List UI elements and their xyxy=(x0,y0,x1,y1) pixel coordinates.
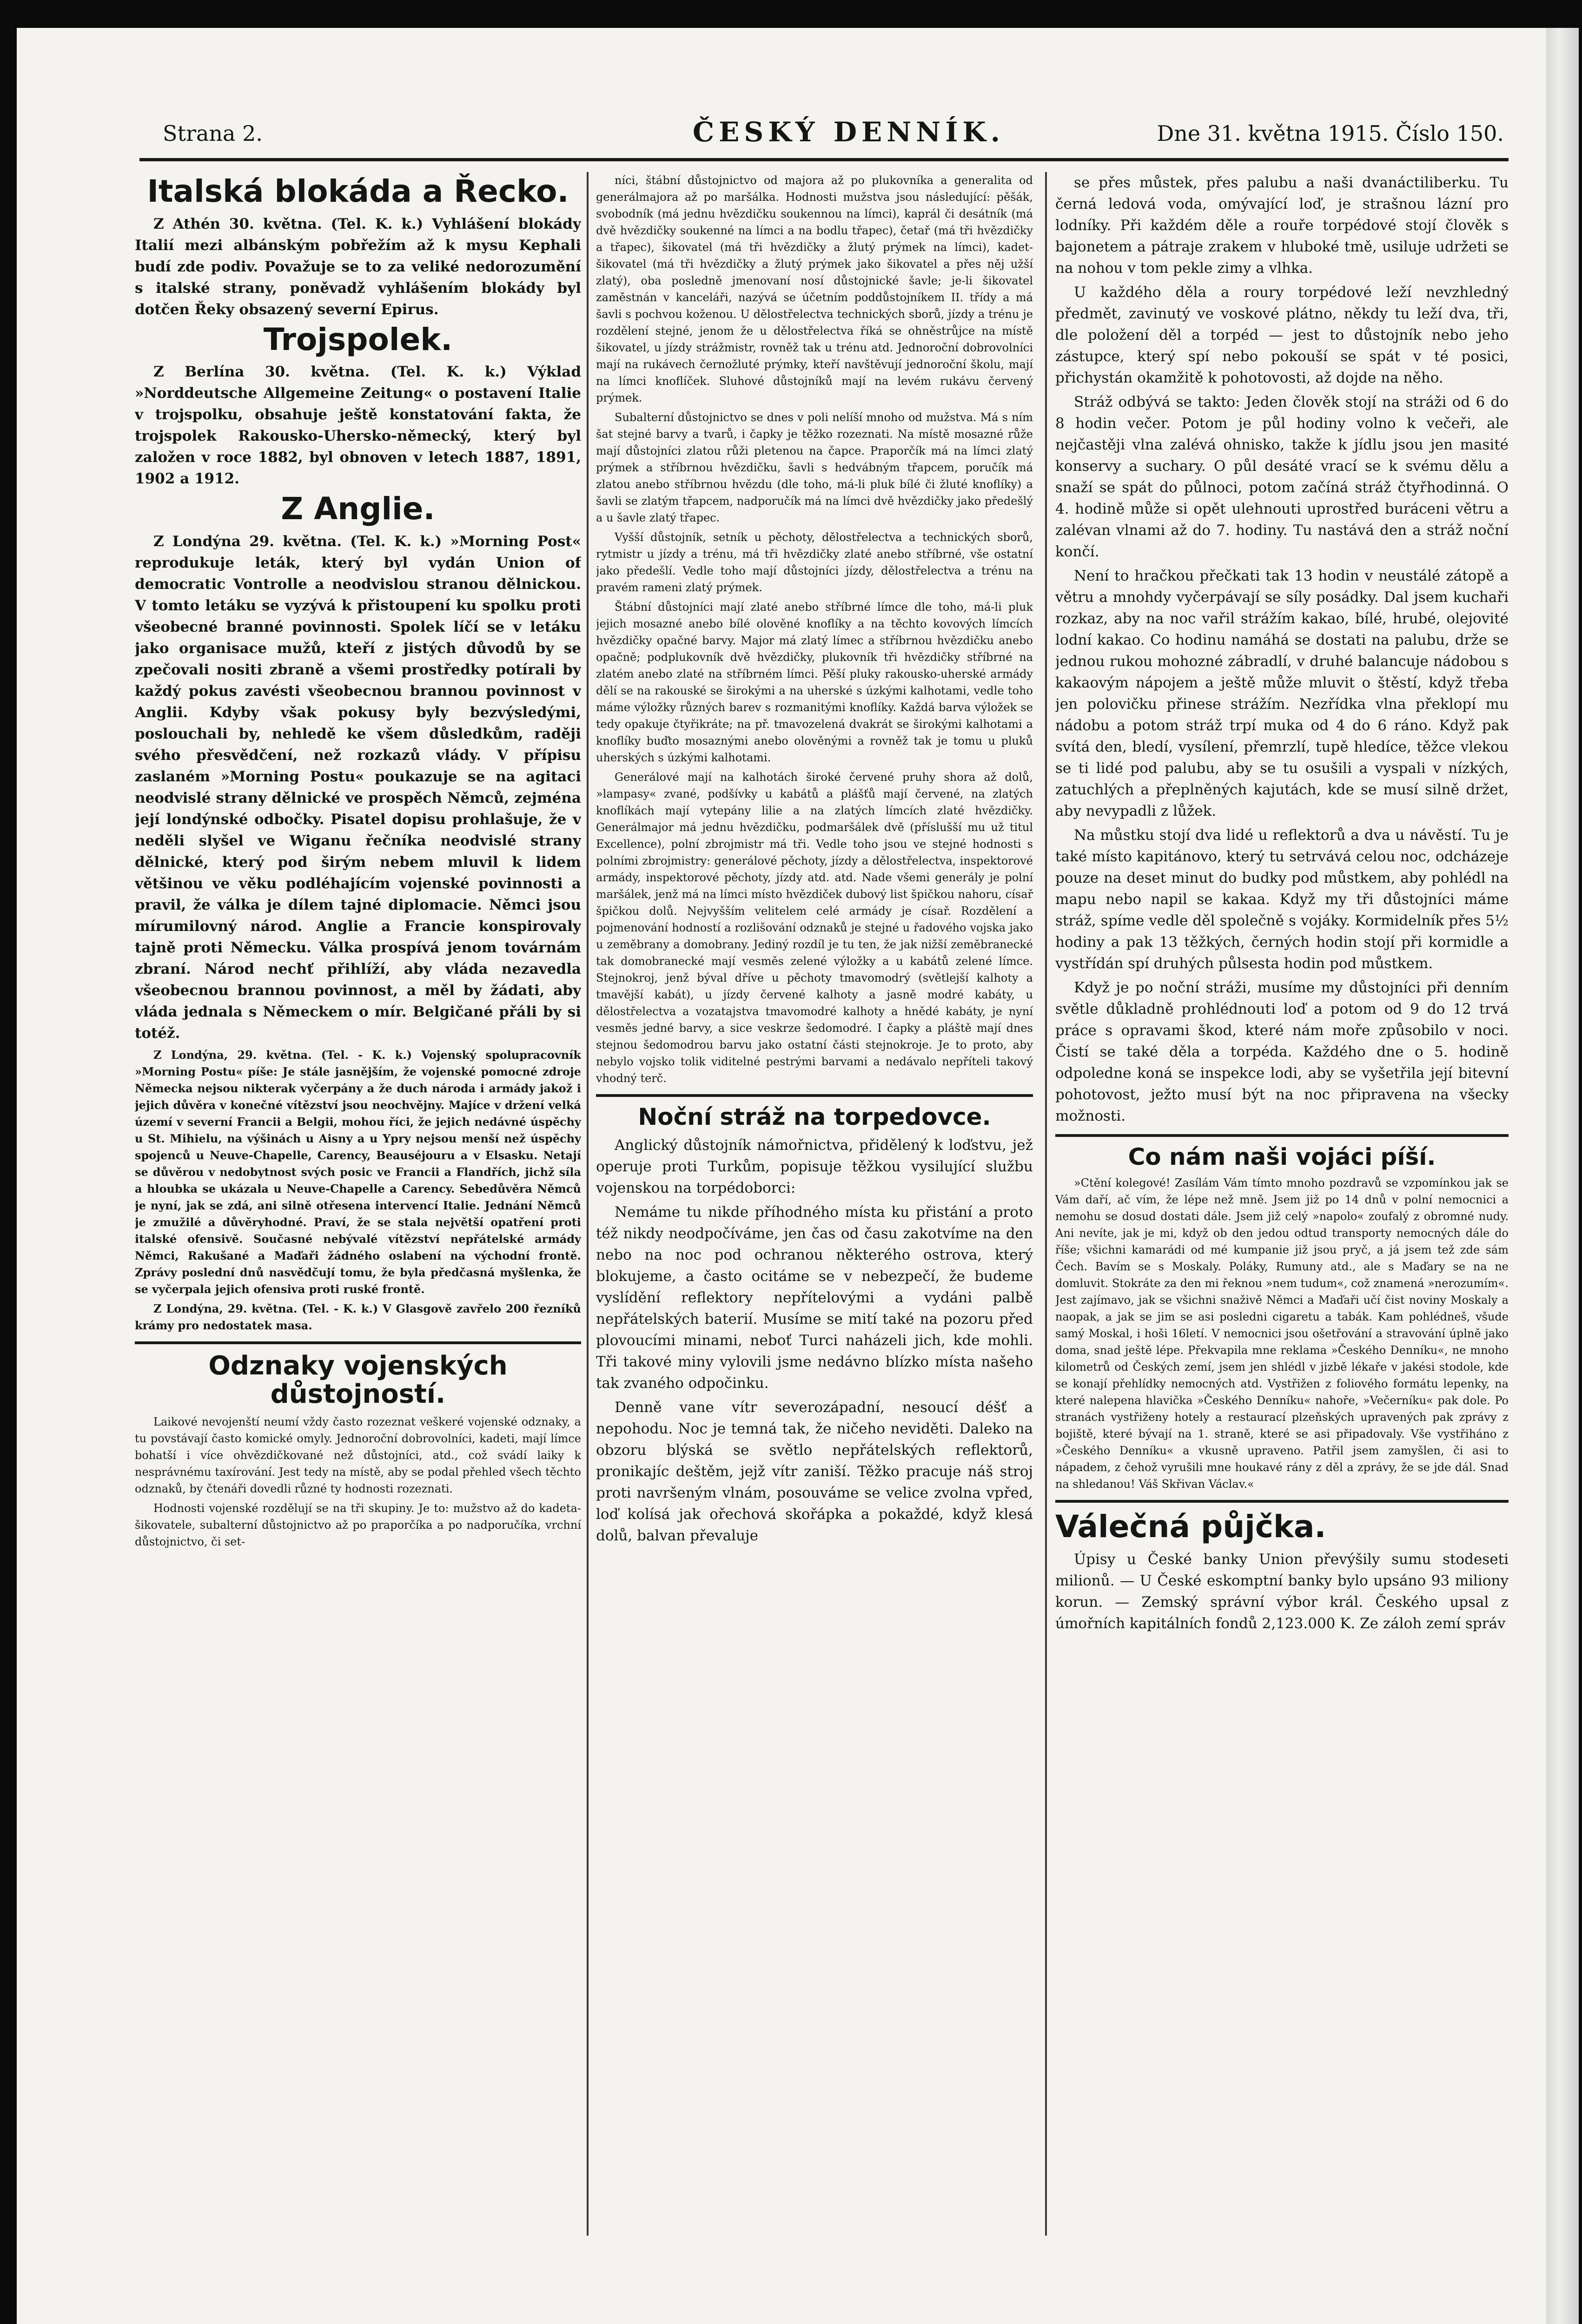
article-paragraph: Denně vane vítr severozápadní, nesoucí déšť a nepohodu. Noc je temná tak, že ničeho neviděti. Daleko na obzoru blýská se světlo nepřátelských reflektorů, pronikajíc deštěm, jejž vítr zaniší. Těžko pracuje náš stroj proti navršeným vlnám, posouváme se velice zvolna vpřed, loď kolísá jak ořechová skořápka a pokaždé, když klesá dolů, balvan převaluje xyxy=(596,1399,1033,1544)
article-paragraph: Na můstku stojí dva lidé u reflektorů a dva u návěstí. Tu je také místo kapitánovo, který tu setrvává celou noc, odcházeje pouze na deset minut do budky pod můstkem, aby pohlédl na mapu nebo napil se kakaa. Když my tři důstojníci máme stráž, spíme vedle děl společně s vojáky. Kormidelník přes 5½ hodiny a pak 13 těžkých, černých hodin stojí při kormidle a vystřídán spí druhých půlsesta hodin pod můstkem. xyxy=(1055,827,1509,972)
article-paragraph: Z Londýna, 29. května. (Tel. - K. k.) Vojenský spolupracovník »Morning Postu« píše: Je stále jasnějším, že vojenské pomocné zdroje Německa nejsou nikterak vyčerpány a že duch národa i armády jakož i jejich důvěra v konečné vítězství jsou neochvějny. Majíce v držení velká území v severní Francii a Belgii, mohou říci, že jejich nedávné úspěchy u St. Mihielu, na výšinách u Aisny a u Ypry nejsou menší než úspěchy spojenců u Neuve-Chapelle, Carency, Beauséjouru a v Elsasku. Netají se důvěrou v nedobytnost svých posic ve Francii a Flandřích, jichž síla a hloubka se ukázala u Neuve-Chapelle a Carency. Sebedůvěra Němců je nyní, jak se zdá, ani silně otřesena intervencí Italie. Jednání Němců je zmužilé a důvěryhodné. Praví, že se stala největší opatření proti italské ofensivě. Současné nebývalé vítězství nepřátelské armády Němci, Rakušané a Maďaři žádného oslabení na východní frontě. Zprávy poslední dnů nasvědčují tomu, že byla předčasná myšlenka, že se vyčerpala jejich ofensiva proti ruské frontě. xyxy=(135,1048,581,1296)
page-edge xyxy=(1546,28,1579,2324)
article-paragraph: Z Londýna 29. května. (Tel. K. k.) »Morning Post« reprodukuje leták, který byl vydán Union of democratic Vontrolle a neodvislou stranou dělnickou. V tomto letáku se vyzývá k přistoupení ku spolku proti všeobecné branné povinnosti. Spolek líčí se v letáku jako organisace mužů, kteří z jistých důvodů by se zpečovali nositi zbraně a všemi prostředky potírali by každý pokus zavésti všeobecnou brannou povinnost v Anglii. Kdyby však pokusy byly bezvýsledými, poslouchali by, nehledě ke všem důsledkům, raději svého přesvědčení, než rozkazů vlády. V přípisu zaslaném »Morning Postu« poukazuje se na agitaci neodvislé strany dělnické ve prospěch Němců, zejména její londýnské odbočky. Pisatel dopisu prohlašuje, že v neděli slyšel ve Wiganu řečníka neodvislé strany dělnické, který pod širým nebem mluvil k lidem většinou ve věku podléhajícím vojenské povinnosti a pravil, že válka je dílem tajné diplomacie. Němci jsou mírumilovný národ. Anglie a Francie konspirovaly tajně proti Německu. Válka prospívá jenom továrnám zbraní. Národ nechť přihlíží, aby vláda nezavedla všeobecnou brannou povinnost, a měl by žádati, aby vláda jednala s Německem o mír. Belgičané přáli by si totéž. xyxy=(135,533,581,1042)
article-heading: Italská blokáda a Řecko. xyxy=(147,173,569,209)
article-paragraph: se přes můstek, přes palubu a naši dvanáctiliberku. Tu černá ledová voda, omývající loď, je strašnou lázní pro lodníky. Při každém děle a rouře torpédové stojí člověk s bajonetem a pátraje zrakem v hluboké tmě, usiluje udržeti se na nohou v tom pekle zimy a vlhka. xyxy=(1055,174,1509,277)
article-paragraph: Vyšší důstojník, setník u pěchoty, dělostřelectva a technických sborů, rytmistr u jízdy a trénu, má tři hvězdičky zlaté anebo stříbrné, vše ostatní jako předešlí. Vedle toho mají důstojníci jízdy, dělostřelectva a trénu na pravém rameni zlatý prýmek. xyxy=(596,531,1033,594)
article-heading: Noční stráž na torpedovce. xyxy=(638,1103,991,1130)
article-paragraph: Subalterní důstojnictvo se dnes v poli nelíší mnoho od mužstva. Má s ním šat stejné barvy a tvarů, i čapky je těžko rozeznati. Na místě mosazné růže mají důstojníci zlatou růži pletenou na čapce. Praporčík má na límci zlatý prýmek a stříbrnou hvězdičku, šavli s hedvábným třapcem, poručík má zlatou anebo stříbrnou hvězdu (dle toho, má-li pluk bílé či žluté knoflíky) a šavli se zlatým třapcem, nadporučík má na límci dvě hvězdičky jako předešlý a u šavle zlatý třapec. xyxy=(596,411,1033,524)
header-rule xyxy=(139,158,1509,161)
article-paragraph: Z Athén 30. května. (Tel. K. k.) Vyhlášení blokády Italií mezi albánským pobřežím až k mysu Kephali budí zde podiv. Považuje se to za veliké nedorozumění s italské strany, poněvadž vyhlášením blokády byl dotčen Řeky obsazený severní Epirus. xyxy=(135,215,581,318)
article-paragraph: Stráž odbývá se takto: Jeden člověk stojí na stráži od 6 do 8 hodin večer. Potom je půl hodiny volno k večeři, ale nejčastěji vlna zalévá ohnisko, takže k jídlu jsou jen masité konservy a suchary. O půl desáté vrací se k svému dělu a snaží se spát do půlnoci, potom začíná stráž čtyřhodinná. O 4. hodině může si opět ulehnouti uprostřed buráceni větru a zalévan vlnami až do 7. hodiny. Tu nastává den a stráž noční končí. xyxy=(1055,394,1509,560)
article-heading: Válečná půjčka. xyxy=(1055,1509,1326,1545)
article-paragraph: níci, štábní důstojnictvo od majora až po plukovníka a generalita od generálmajora až po maršálka. Hodnosti mužstva jsou následující: pěšák, svobodník (má jednu hvězdičku soukennou na límci), kaprál či desátník (má dvě hvězdičky soukenné na límci a na bodlu třapec), četař (má tři hvězdičky a třapec), šikovatel (má tři hvězdičky a žlutý prýmek na límci), kadet-šikovatel (má tři hvězdičky a žlutý prýmek jako šikovatel a přes něj užší zlatý), oba posledně jmenovaní nosí důstojnické šavle; je-li šikovatel zaměstnán v kanceláři, nazývá se účetním poddůstojníkem II. třídy a má šavli s pochvou koženou. U dělostřelectva technických sborů, jízdy a trénu je rozdělení stejné, jenom že u dělostřelectva říká se ohněstrůjce na místě šikovatel, u jízdy strážmistr, rovněž tak u trénu atd. Jednoroční dobrovolníci mají na rukávech černožluté prýmky, kteří navštěvují jednoroční školu, mají na límci knoflíček. Sluhové důstojníků mají na levém rukávu červený prýmek. xyxy=(596,174,1033,404)
article-paragraph: Štábní důstojníci mají zlaté anebo stříbrné límce dle toho, má-li pluk jejich mosazné anebo bílé olověné knoflíky a na těchto kovových límcích hvězdičky opačné barvy. Major má zlatý límec a stříbrnou hvězdičku anebo opačně; podplukovník dvě hvězdičky, plukovník tři hvězdičky stříbrné na zlatém anebo zlaté na stříbrném límci. Pěší pluky rakousko-uherské armády dělí se na rakouské se širokými a na uherské s úzkými kalhotami, vedle toho máme výložky různých barev s rozmanitými knoflíky. Každá barva výložek se tedy opakuje čtyřikráte; na př. tmavozelená dvakrát se širokými kalhotami a knoflíky buďto mosaznými anebo olověnými a rovněž tak je tomu u pluků uherských s úzkými kalhotami. xyxy=(596,601,1033,764)
article-paragraph: Laikové nevojenští neumí vždy často rozeznat veškeré vojenské odznaky, a tu povstávají často komické omyly. Jednoroční dobrovolníci, kadeti, mají límce bohatší i více ohvězdičkované než důstojníci, atd., což svádí laiky k nesprávnému taxírování. Jest tedy na místě, aby se podal přehled všech těchto odznaků, by čtenáři dovedli různé ty hodnosti rozeznati. xyxy=(135,1415,581,1495)
section-divider xyxy=(1055,1500,1509,1503)
article-heading: Z Anglie. xyxy=(281,491,435,527)
article-heading: Odznaky vojenských důstojností. xyxy=(208,1350,508,1410)
article-heading: Co nám naši vojáci píší. xyxy=(1128,1143,1436,1170)
column-3 xyxy=(1055,172,1509,2245)
column-divider xyxy=(1045,172,1047,2236)
article-paragraph: Není to hračkou přečkati tak 13 hodin v neustálé zátopě a větru a mnohdy vyčerpávají se síly posádky. Dal jsem kuchaři rozkaz, aby na noc vařil strážím kakao, bílé, hrubé, olejovité lodní kakao. Co hodinu namáhá se dostati na palubu, drže se jednou rukou mohozné zábradlí, v druhé balancuje nádobou s kakaovým nápojem a ještě může mluvit o štěstí, když třeba jen polovičku přinese strážím. Nezřídka vlna překlopí mu nádobu a potom stráž trpí muka od 4 do 6 ráno. Když pak svítá den, bledí, vysílení, přemrzlí, tupě hledíce, těžce vlekou se ti lidé pod palubu, aby se tu osušili a vyspali v nízkých, zatuchlých a přeplněných kajutách, kde se musí silně držet, aby nevypadli z lůžek. xyxy=(1055,568,1509,819)
column-divider xyxy=(587,172,589,2236)
article-paragraph: Anglický důstojník námořnictva, přidělený k loďstvu, jež operuje proti Turkům, popisuje těžkou vysilující službu vojenskou na torpédoborci: xyxy=(596,1137,1033,1196)
article-paragraph: Když je po noční stráži, musíme my důstojníci při denním světle důkladně prohlédnouti loď a potom od 9 do 12 trvá práce s opravami škod, které nám moře způsobilo v noci. Čistí se také děla a torpéda. Každého dne o 5. hodině odpoledne koná se inspekce lodi, aby se vyšetřila její bitevní pohotovost, ježto musí být na noc připravena na všecky možnosti. xyxy=(1055,979,1509,1124)
column-2 xyxy=(596,172,1033,2245)
article-paragraph: Z Londýna, 29. května. (Tel. - K. k.) V Glasgově zavřelo 200 řezníků krámy pro nedostatek masa. xyxy=(135,1301,581,1332)
article-paragraph: Generálové mají na kalhotách široké červené pruhy shora až dolů, »lampasy« zvané, podšívky u kabátů a plášťů mají červené, na zlatých knoflíkách mají vytepány lilie a na zlatých límcích zlaté hvězdičky. Generálmajor má jednu hvězdičku, podmaršálek dvě (příslušší mu už titul Excellence), polní zbrojmistr má tři. Vedle toho jsou ve stejné hodnosti s polními zbrojmistry: generálové pěchoty, jízdy a dělostřelectva, inspektorové armády, inspektorové pěchoty, jízdy atd. atd. Nade všemi generály je polní maršálek, jenž má na límci místo hvězdiček dubový list špičkou nahoru, císař špičkou dolů. Nejvyšším velitelem celé armády je císař. Rozdělení a pojmenování hodností a rozlišování odznaků je stejné u řadového vojska jako u zeměbrany a domobrany. Jediný rozdíl je tu ten, že jak nižší zeměbranecké tak domobranecké mají vesměs zelené výložky a u kabátů zelené límce. Stejnokroj, jenž býval dříve u pěchoty tmavomodrý (světlejší kalhoty a tmavější kabát), u jízdy červené kalhoty a jasně modré kabáty, u dělostřelectva a vozatajstva tmavomodré kalhoty a hnědé kabáty, je nyní vesměs jedné barvy, a sice veskrze šedomodré. I čapky a pláště mají dnes stejnou šedomodrou barvu jako ostatní části stejnokroje. Je to proto, aby nebylo vojsko tolik viditelné pestrými barvami a nedávalo nepříteli takový vhodný terč. xyxy=(596,771,1033,1085)
article-paragraph: Z Berlína 30. května. (Tel. K. k.) Výklad »Norddeutsche Allgemeine Zeitung« o postavení Italie v trojspolku, obsahuje ještě konstatování fakta, že trojspolek Rakousko-Uhersko-německý, který byl založen v roce 1882, byl obnoven v letech 1887, 1891, 1902 a 1912. xyxy=(135,363,581,488)
column-1 xyxy=(135,172,581,2245)
page-header xyxy=(139,116,1509,153)
article-paragraph: Hodnosti vojenské rozdělují se na tři skupiny. Je to: mužstvo až do kadeta-šikovatele, subalterní důstojnictvo až po praporčíka a po nadporučíka, vrchní důstojnictvo, či set- xyxy=(135,1501,581,1548)
article-paragraph: U každého děla a roury torpédové leží nevzhledný předmět, zavinutý ve voskové plátno, někdy tu leží dva, tři, dle položení děl a torpéd — jest to důstojník nebo jeho zástupce, který spí nebo pokouší se spát v té posici, přichystán okamžitě k pohotovosti, až dojde na něho. xyxy=(1055,284,1509,386)
article-paragraph: Nemáme tu nikde příhodného místa ku přistání a proto též nikdy neodpočíváme, jen čas od času zakotvíme na den nebo na noc pod ochranou některého ostrova, který blokujeme, a často ocitáme se v nebezpečí, že budeme vyslídění reflektory nepřítelovými a vydáni palbě nepřátelských baterií. Musíme se mití také na pozoru před plovoucími minami, neboť Turci naházeli jich, kde mohli. Tři takové miny vylovili jsme nedávno blízko místa našeho tak zvaného odpočinku. xyxy=(596,1204,1033,1392)
section-divider xyxy=(135,1341,581,1344)
issue-date: Dne 31. května 1915. Číslo 150. xyxy=(1157,121,1504,146)
masthead-title: ČESKÝ DENNÍK. xyxy=(693,116,1005,148)
article-paragraph: »Ctění kolegové! Zasílám Vám tímto mnoho pozdravů se vzpomínkou jak se Vám daří, ač vím, že lépe než mně. Jsem již po 14 dnů v polní nemocnici a nemohu se dosud dostati dále. Jsem již celý »napolo« zoufalý z obromné nudy. Ani nevíte, jak je mi, když ob den jedou odtud transporty nemocných dále do říše; všichni kamarádi od mé kumpanie již jsou pryč, a já jsem tež zde sám Čech. Bavím se s Moskaly. Poláky, Rumuny atd., ale s Maďary se na ne domluvit. Stokráte za den mi řeknou »nem tudum«, což znamená »nerozumím«. Jest zajímavo, jak se všichni snaživě Němci a Maďaři učí čist noviny Moskaly a naopak, a jak se jim se asi posledni cigaretu a tabák. Kam pohlédneš, všude samý Moskal, i hoši 16letí. V nemocnici jsou ošetřování a stravování úplně jako doma, snad ještě lépe. Překvapila mne reklama »Českého Denníku«, ne mnoho kilometrů od Českých zemí, jsem jen shlédl v jizbě lékaře v jakési stodole, kde se konají přehlídky nemocných atd. Vystřižen z foliového formátu lepenky, na které nalepena hlavička »Českého Denníku« nahoře, »Večerníku« pak dole. Po stranách vystřiženy hotely a restaurací plzeňských upravených pak zprávy z bojiště, které bývají na 1. straně, které se asi připadovaly. Vše vystřiháno z »Českého Denníku« a vkusně upraveno. Patřil jsem zamyšlen, či asi to nápadem, z čehož vyrušili mne houkavé rány z děl a zprávy, že se jde dál. Snad na shledanou! Váš Skřivan Václav.« xyxy=(1055,1176,1509,1491)
article-paragraph: Úpisy u České banky Union převýšily sumu stodeseti milionů. — U České eskomptní banky bylo upsáno 93 miliony korun. — Zemský správní výbor král. Českého upsal z úmořních kapitálních fondů 2,123.000 K. Ze záloh zemí správ xyxy=(1055,1551,1509,1632)
section-divider xyxy=(1055,1134,1509,1137)
section-divider xyxy=(596,1094,1033,1097)
article-heading: Trojspolek. xyxy=(263,321,453,357)
page-number: Strana 2. xyxy=(163,121,263,146)
